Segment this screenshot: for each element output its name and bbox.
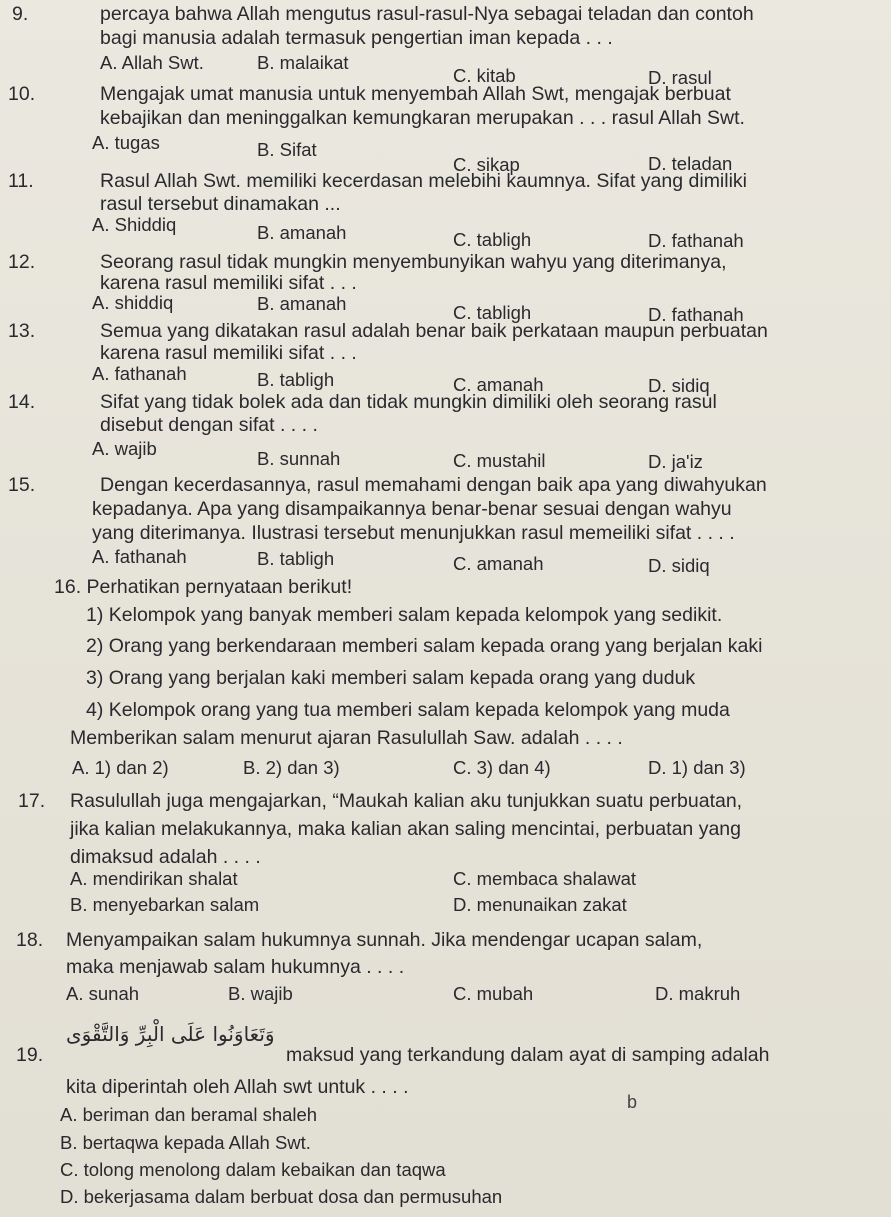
question-16-title: 16. Perhatikan pernyataan berikut!	[54, 576, 353, 598]
question-9-line-1: 9. percaya bahwa Allah mengutus rasul-rasul-Nya sebagai teladan dan contoh	[12, 3, 754, 25]
question-11-number: 11.	[8, 170, 34, 192]
question-12-line-2: karena rasul memiliki sifat . . .	[100, 272, 357, 294]
question-15-option-d[interactable]: D. sidiq	[648, 555, 710, 576]
question-18-number: 18.	[16, 929, 44, 951]
question-16-statement-2: 2) Orang yang berkendaraan memberi salam kepada orang yang berjalan kaki	[86, 635, 763, 657]
question-13-option-b[interactable]: B. tabligh	[257, 369, 335, 390]
question-12-option-c[interactable]: C. tabligh	[453, 302, 532, 323]
question-13-option-d[interactable]: D. sidiq	[648, 375, 710, 396]
question-15-option-b[interactable]: B. tabligh	[257, 548, 335, 569]
question-11-option-c[interactable]: C. tabligh	[453, 229, 532, 250]
question-13-number: 13.	[8, 320, 36, 342]
question-19-line-2: kita diperintah oleh Allah swt untuk . . . .	[66, 1076, 409, 1098]
question-18-option-a[interactable]: A. sunah	[66, 983, 140, 1004]
question-17-option-d[interactable]: D. menunaikan zakat	[453, 894, 627, 915]
margin-note: b	[627, 1092, 638, 1112]
question-17-number: 17.	[18, 790, 46, 812]
question-14-line-2: disebut dengan sifat . . . .	[100, 414, 318, 436]
question-19-option-a[interactable]: A. beriman dan beramal shaleh	[60, 1104, 318, 1125]
question-10-line-2: kebajikan dan meninggalkan kemungkaran merupakan . . . rasul Allah Swt.	[100, 107, 745, 129]
question-10-option-b[interactable]: B. Sifat	[257, 139, 317, 160]
question-16-option-c[interactable]: C. 3) dan 4)	[453, 757, 551, 778]
question-15-line-3: yang diterimanya. Ilustrasi tersebut menunjukkan rasul memeiliki sifat . . . .	[92, 522, 735, 544]
question-19-option-b[interactable]: B. bertaqwa kepada Allah Swt.	[60, 1132, 311, 1153]
question-14-option-b[interactable]: B. sunnah	[257, 448, 341, 469]
question-12-option-d[interactable]: D. fathanah	[648, 304, 744, 325]
question-16-option-a[interactable]: A. 1) dan 2)	[72, 757, 169, 778]
question-9-option-c[interactable]: C. kitab	[453, 65, 516, 86]
question-15-option-a[interactable]: A. fathanah	[92, 546, 187, 567]
question-18-option-b[interactable]: B. wajib	[228, 983, 293, 1004]
question-16-number: 16.	[54, 576, 82, 598]
question-9-option-a[interactable]: A. Allah Swt.	[100, 52, 204, 73]
question-16-option-d[interactable]: D. 1) dan 3)	[648, 757, 746, 778]
question-19-option-c[interactable]: C. tolong menolong dalam kebaikan dan taqwa	[60, 1159, 446, 1180]
question-16-prompt: Memberikan salam menurut ajaran Rasulullah Saw. adalah . . . .	[70, 727, 623, 749]
question-16-statement-1: 1) Kelompok yang banyak memberi salam kepada kelompok yang sedikit.	[86, 604, 723, 626]
question-17-line-1: 17. Rasulullah juga mengajarkan, “Maukah kalian aku tunjukkan suatu perbuatan,	[18, 790, 743, 812]
question-15-option-c[interactable]: C. amanah	[453, 553, 544, 574]
question-16-statement-4: 4) Kelompok orang yang tua memberi salam kepada kelompok yang muda	[86, 699, 730, 721]
question-9-line-2: bagi manusia adalah termasuk pengertian iman kepada . . .	[100, 27, 613, 49]
question-11-option-d[interactable]: D. fathanah	[648, 230, 744, 251]
question-10-option-a[interactable]: A. tugas	[92, 132, 160, 153]
question-18-option-d[interactable]: D. makruh	[655, 983, 741, 1004]
question-17-option-b[interactable]: B. menyebarkan salam	[70, 894, 260, 915]
question-14-number: 14.	[8, 391, 36, 413]
question-15-number: 15.	[8, 474, 36, 496]
question-16-statement-3: 3) Orang yang berjalan kaki memberi salam kepada orang yang duduk	[86, 667, 696, 689]
question-19-arabic-verse: وَتَعَاوَنُوا عَلَى الْبِرِّ وَالتَّقْوَى	[66, 1022, 275, 1046]
question-12-line-1: 12. Seorang rasul tidak mungkin menyembunyikan wahyu yang diterimanya,	[8, 251, 727, 273]
question-11-line-2: rasul tersebut dinamakan ...	[100, 193, 341, 215]
question-9-option-b[interactable]: B. malaikat	[257, 52, 349, 73]
question-19-option-d[interactable]: D. bekerjasama dalam berbuat dosa dan permusuhan	[60, 1186, 503, 1207]
question-17-option-a[interactable]: A. mendirikan shalat	[70, 868, 238, 889]
question-18-line-1: 18. Menyampaikan salam hukumnya sunnah. Jika mendengar ucapan salam,	[16, 929, 703, 951]
question-9-number: 9.	[12, 3, 29, 25]
question-15-line-1: 15. Dengan kecerdasannya, rasul memahami dengan baik apa yang diwahyukan	[8, 474, 767, 496]
question-13-line-1: 13. Semua yang dikatakan rasul adalah benar baik perkataan maupun perbuatan	[8, 320, 768, 342]
question-17-option-c[interactable]: C. membaca shalawat	[453, 868, 637, 889]
question-10-option-c[interactable]: C. sikap	[453, 154, 520, 175]
question-9-option-d[interactable]: D. rasul	[648, 67, 712, 88]
question-13-option-a[interactable]: A. fathanah	[92, 363, 187, 384]
question-13-option-c[interactable]: C. amanah	[453, 374, 544, 395]
question-17-line-3: dimaksud adalah . . . .	[70, 846, 261, 868]
question-16-option-b[interactable]: B. 2) dan 3)	[243, 757, 340, 778]
question-13-line-2: karena rasul memiliki sifat . . .	[100, 342, 357, 364]
question-12-number: 12.	[8, 251, 36, 273]
question-11-line-1: 11. Rasul Allah Swt. memiliki kecerdasan melebihi kaumnya. Sifat yang dimiliki	[8, 170, 748, 192]
question-18-option-c[interactable]: C. mubah	[453, 983, 534, 1004]
question-14-line-1: 14. Sifat yang tidak bolek ada dan tidak mungkin dimiliki oleh seorang rasul	[8, 391, 717, 413]
question-14-option-d[interactable]: D. ja'iz	[648, 451, 703, 472]
question-18-line-2: maka menjawab salam hukumnya . . . .	[66, 956, 405, 978]
question-10-line-1: 10. Mengajak umat manusia untuk menyembah Allah Swt, mengajak berbuat	[8, 83, 731, 105]
question-12-option-b[interactable]: B. amanah	[257, 293, 347, 314]
question-12-option-a[interactable]: A. shiddiq	[92, 292, 174, 313]
question-14-option-a[interactable]: A. wajib	[92, 438, 157, 459]
question-19-number: 19.	[16, 1044, 44, 1066]
question-11-option-b[interactable]: B. amanah	[257, 222, 347, 243]
question-15-line-2: kepadanya. Apa yang disampaikannya benar-benar sesuai dengan wahyu	[92, 498, 732, 520]
question-10-option-d[interactable]: D. teladan	[648, 153, 733, 174]
question-17-line-2: jika kalian melakukannya, maka kalian akan saling mencintai, perbuatan yang	[70, 818, 741, 840]
question-10-number: 10.	[8, 83, 36, 105]
question-14-option-c[interactable]: C. mustahil	[453, 450, 546, 471]
question-19-line-1: maksud yang terkandung dalam ayat di samping adalah	[286, 1044, 770, 1066]
question-11-option-a[interactable]: A. Shiddiq	[92, 214, 177, 235]
